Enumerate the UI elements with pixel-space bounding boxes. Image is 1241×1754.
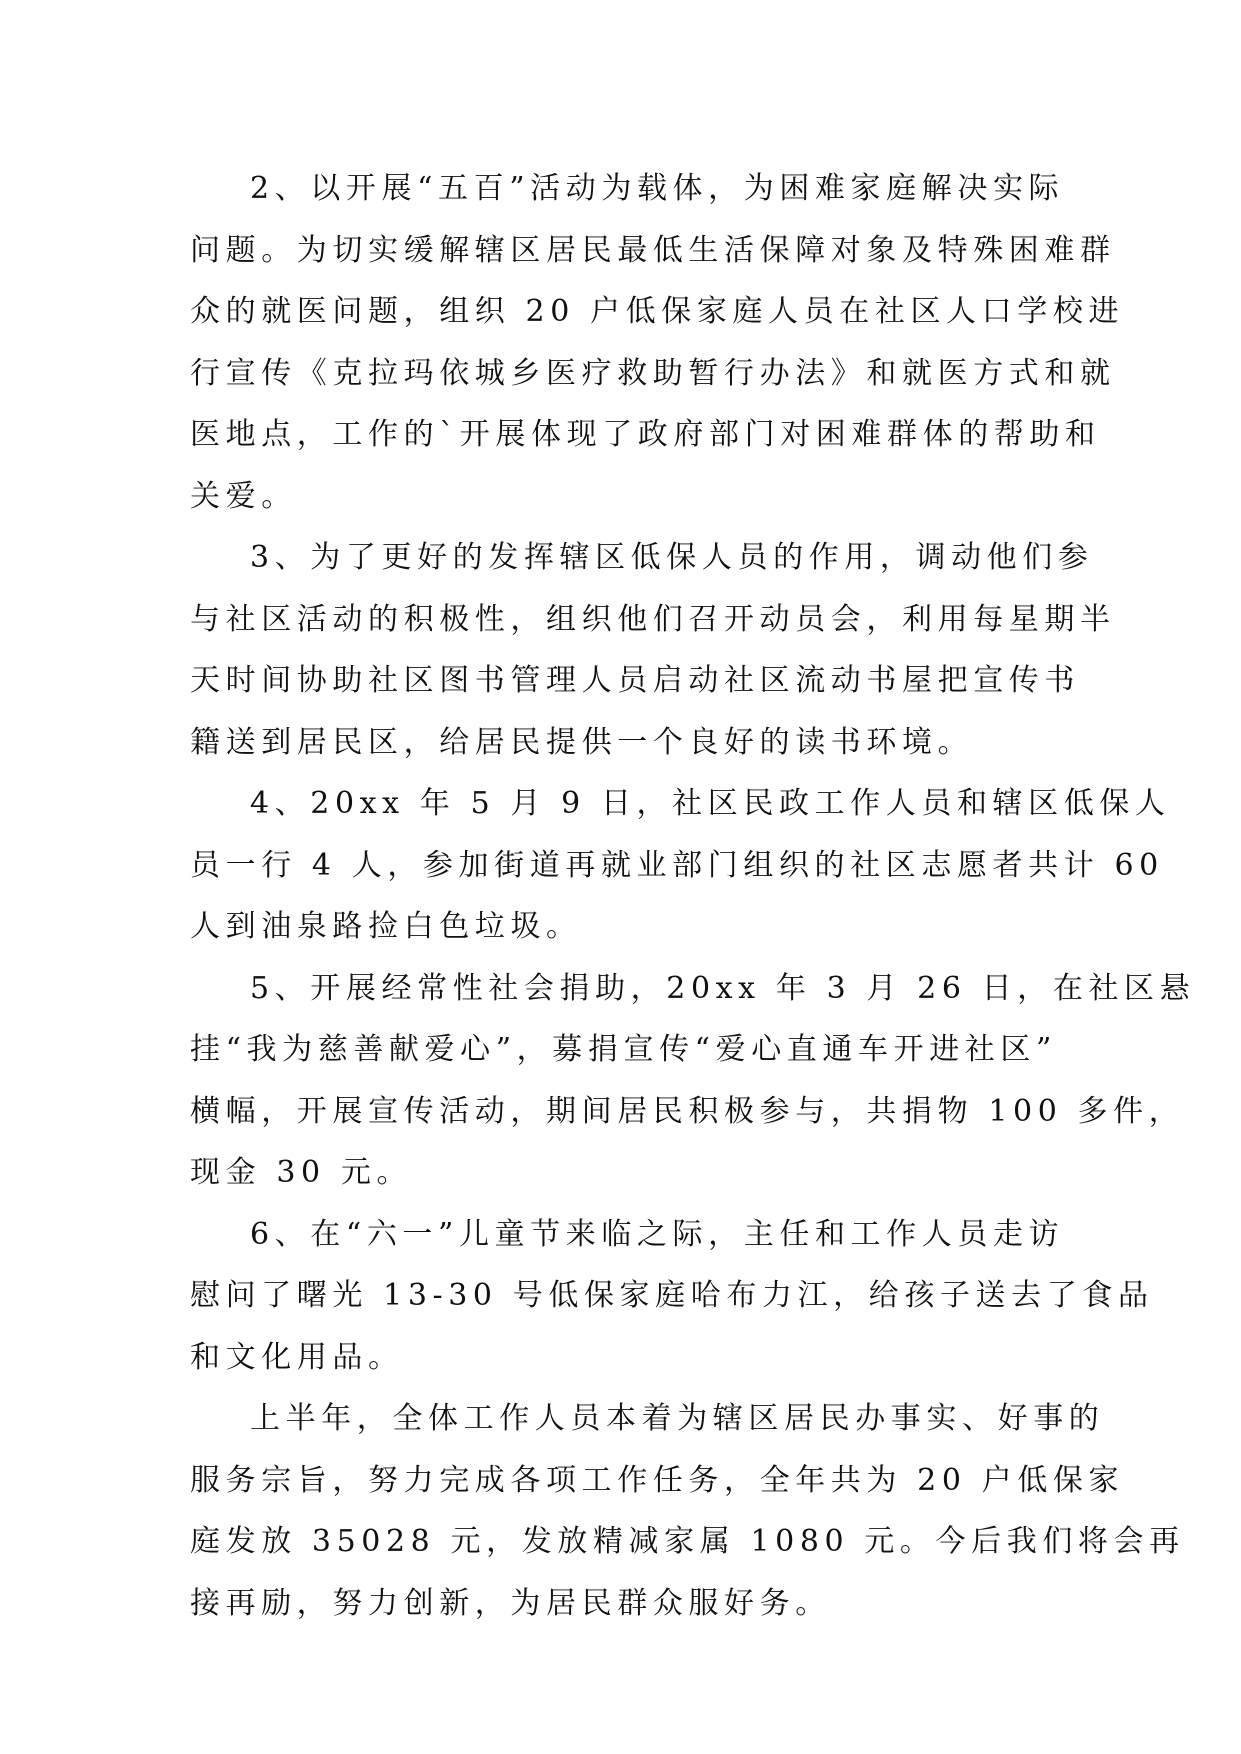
paragraph-item-4 — [190, 773, 1171, 958]
paragraph-item-5 — [190, 958, 1196, 1204]
text-line: 与社区活动的积极性，组织他们召开动员会，利用每星期半 — [190, 601, 1116, 637]
text-line: 问题。为切实缓解辖区居民最低生活保障对象及特殊困难群 — [190, 232, 1116, 268]
text-line: 医地点，工作的`开展体现了政府部门对困难群体的帮助和 — [190, 417, 1101, 452]
text-line: 天时间协助社区图书管理人员启动社区流动书屋把宣传书 — [190, 663, 1080, 698]
document-body — [190, 158, 1196, 1634]
text-line: 关爱。 — [190, 478, 297, 514]
text-line: 6、在“六一”儿童节来临之际，主任和工作人员走访 — [250, 1216, 1065, 1252]
text-line: 上半年，全体工作人员本着为辖区居民办事实、好事的 — [250, 1401, 1105, 1436]
text-line: 员一行 4 人，参加街道再就业部门组织的社区志愿者共计 60 — [190, 847, 1164, 883]
paragraph-item-2 — [190, 158, 1125, 527]
text-line: 人到油泉路捡白色垃圾。 — [190, 909, 582, 944]
text-line: 众的就医问题，组织 20 户低保家庭人员在社区人口学校进 — [190, 294, 1125, 329]
text-line: 慰问了曙光 13-30 号低保家庭哈布力江，给孩子送去了食品 — [190, 1278, 1154, 1313]
text-line: 服务宗旨，努力完成各项工作任务，全年共为 20 户低保家 — [190, 1462, 1125, 1498]
text-line: 2、以开展“五百”活动为载体，为困难家庭解决实际 — [250, 171, 1065, 206]
paragraph-summary — [190, 1388, 1185, 1634]
text-line: 和文化用品。 — [190, 1339, 404, 1375]
text-line: 现金 30 元。 — [190, 1155, 413, 1190]
text-line: 5、开展经常性社会捐助，20xx 年 3 月 26 日，在社区悬 — [250, 970, 1196, 1006]
paragraph-item-6 — [190, 1204, 1154, 1389]
text-line: 行宣传《克拉玛依城乡医疗救助暂行办法》和就医方式和就 — [190, 355, 1116, 391]
text-line: 接再励，努力创新，为居民群众服好务。 — [190, 1585, 831, 1621]
text-line: 挂“我为慈善献爱心”，募捐宣传“爱心直通车开进社区” — [190, 1032, 1057, 1067]
text-line: 庭发放 35028 元，发放精减家属 1080 元。今后我们将会再 — [190, 1524, 1185, 1559]
text-line: 4、20xx 年 5 月 9 日，社区民政工作人员和辖区低保人 — [250, 786, 1171, 821]
text-line: 横幅，开展宣传活动，期间居民积极参与，共捐物 100 多件， — [190, 1093, 1185, 1129]
text-line: 3、为了更好的发挥辖区低保人员的作用，调动他们参 — [250, 540, 1094, 575]
text-line: 籍送到居民区，给居民提供一个良好的读书环境。 — [190, 724, 974, 760]
paragraph-item-3 — [190, 527, 1116, 773]
